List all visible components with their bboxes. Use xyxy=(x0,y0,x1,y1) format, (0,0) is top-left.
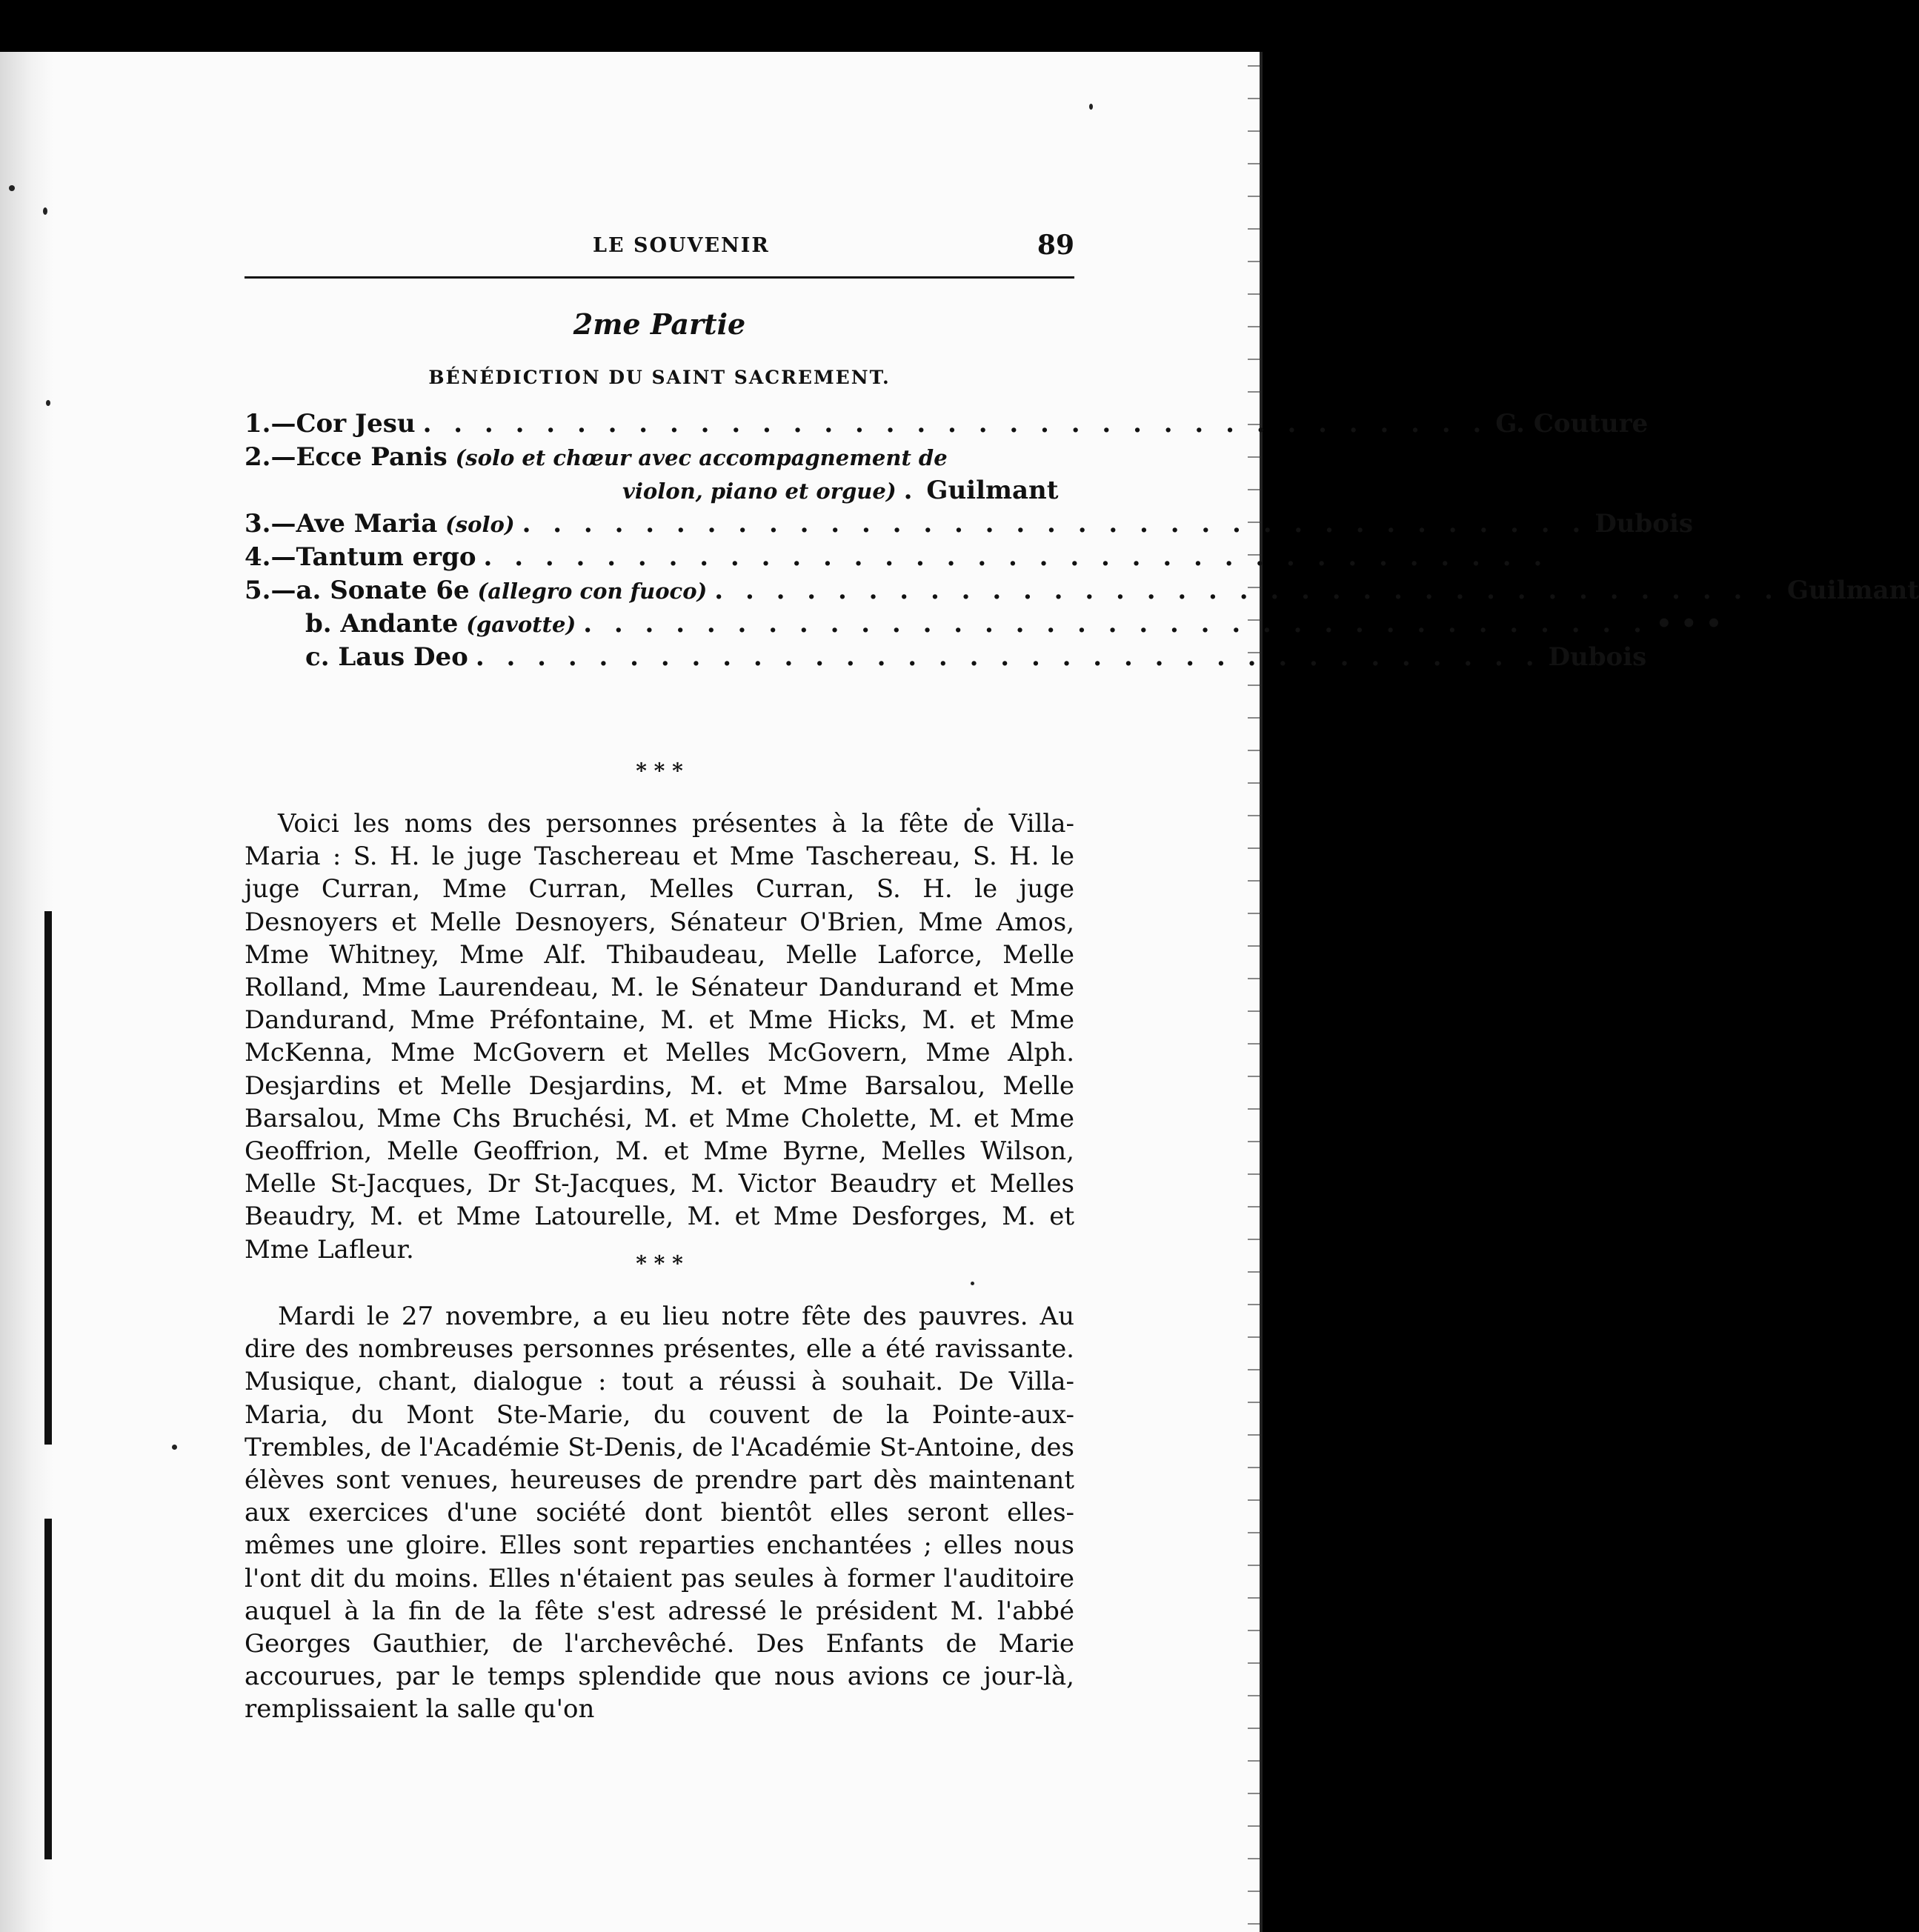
event-paragraph xyxy=(245,1300,1074,1726)
section-separator: * * * xyxy=(636,1251,683,1276)
program-title: —a. Sonate 6e xyxy=(270,576,470,605)
right-page-edge xyxy=(1248,52,1260,1932)
scan-speck xyxy=(9,185,15,191)
program-item xyxy=(245,574,1919,607)
program-composer: Dubois xyxy=(1548,642,1647,672)
scan-speck xyxy=(43,207,47,215)
program-number: 5. xyxy=(245,576,271,605)
program-detail: (allegro con fuoco) xyxy=(477,579,708,604)
paragraph-text: Voici les noms des personnes présentes à la fête de Villa-Maria : S. H. le juge Taschereau et Mme Taschereau, S. H. le juge Curran, Mme Curran, Melles Curran, S. H. le juge Desnoyers et Melle Desnoyers, Sénateur O'Brien, Mme Amos, Mme Whitney, Mme Alf. Thibaudeau, Melle Laforce, Melle Rolland, Mme Laurendeau, M. le Sénateur Dandurand et Mme Dandurand, Mme Préfontaine, M. et Mme Hicks, M. et Mme McKenna, Mme McGovern et Melles McGovern, Mme Alph. Desjardins et Melle Desjardins, M. et Mme Barsalou, Melle Barsalou, Mme Chs Bruchési, M. et Mme Cholette, M. et Mme Geoffrion, Melle Geoffrion, M. et Mme Byrne, Melles Wilson, Melle St-Jacques, Dr St-Jacques, M. Victor Beaudry et Melles Beaudry, M. et Mme Latourelle, M. et Mme Desforges, M. et Mme Lafleur. xyxy=(245,809,1074,1265)
running-title: LE SOUVENIR xyxy=(593,234,770,257)
scan-speck xyxy=(1089,104,1093,110)
program-number: 1. xyxy=(245,409,271,439)
program-detail: violon, piano et orgue) xyxy=(622,479,897,504)
program-title: —Cor Jesu xyxy=(270,409,416,439)
page-number: 89 xyxy=(1037,230,1074,261)
dot-leader: . . . . . . . . . . . . . . . . . . . . . . . . . . . . . . . . . . . xyxy=(483,542,1549,572)
program-title: c. Laus Deo xyxy=(305,642,468,672)
header-rule xyxy=(245,276,1074,279)
section-title: BÉNÉDICTION DU SAINT SACREMENT. xyxy=(428,367,891,388)
section-separator: * * * xyxy=(636,759,683,783)
scan-speck xyxy=(971,1282,974,1285)
program-item xyxy=(245,641,1647,674)
program-number: 4. xyxy=(245,542,271,572)
book-page xyxy=(0,52,1919,1932)
program-title: —Tantum ergo xyxy=(270,542,476,572)
dot-leader: . xyxy=(903,476,919,505)
page-header xyxy=(245,230,1074,267)
program-item-continuation xyxy=(245,474,1074,507)
program-detail: (solo) xyxy=(445,512,515,537)
program-detail: (gavotte) xyxy=(466,612,576,637)
program-item xyxy=(245,541,1549,574)
program-composer: • • • xyxy=(1655,609,1722,639)
program-title: —Ecce Panis xyxy=(270,442,448,472)
program-item xyxy=(245,441,1074,474)
dot-leader: . . . . . . . . . . . . . . . . . . . . . . . . . . . . . . . . . . . xyxy=(422,409,1489,439)
dot-leader: . . . . . . . . . . . . . . . . . . . . . . . . . . . . . . . . . . . xyxy=(714,576,1780,605)
program-composer: Guilmant xyxy=(926,476,1059,505)
scan-speck xyxy=(46,400,50,406)
spine-shadow xyxy=(44,1519,52,1859)
program-item xyxy=(245,407,1649,441)
dot-leader: . . . . . . . . . . . . . . . . . . . . . . . . . . . . . . . . . . . xyxy=(475,642,1541,672)
program-list xyxy=(245,407,1919,674)
program-item xyxy=(245,507,1694,541)
program-title: —Ave Maria xyxy=(270,509,438,539)
program-title: b. Andante xyxy=(305,609,459,639)
program-composer: Dubois xyxy=(1594,509,1694,539)
scan-speck xyxy=(172,1445,177,1450)
dot-leader: . . . . . . . . . . . . . . . . . . . . . . . . . . . . . . . . . . . xyxy=(583,609,1649,639)
program-composer: Guilmant xyxy=(1787,576,1919,605)
dot-leader: . . . . . . . . . . . . . . . . . . . . . . . . . . . . . . . . . . . xyxy=(522,509,1588,539)
attendees-paragraph xyxy=(245,807,1074,1266)
paragraph-text: Mardi le 27 novembre, a eu lieu notre fête des pauvres. Au dire des nombreuses personnes présentes, elle a été ravissante. Musique, chant, dialogue : tout a réussi à souhait. De Villa-Maria, du Mont Ste-Marie, du couvent de la Pointe-aux-Trembles, de l'Académie St-Denis, de l'Académie St-Antoine, des élèves sont venues, heureuses de prendre part dès maintenant aux exercices d'une société dont bientôt elles seront elles-mêmes une gloire. Elles sont reparties enchantées ; elles nous l'ont dit du moins. Elles n'étaient pas seules à former l'auditoire auquel à la fin de la fête s'est adressé le président M. l'abbé Georges Gauthier, de l'archevêché. Des Enfants de Marie accourues, par le temps splendide que nous avions ce jour-là, remplissaient la salle qu'on xyxy=(245,1302,1074,1725)
program-number: 3. xyxy=(245,509,271,539)
part-title: 2me Partie xyxy=(573,307,746,341)
program-item xyxy=(245,607,1722,641)
program-composer: G. Couture xyxy=(1495,409,1649,439)
previous-page-edge xyxy=(0,52,53,1932)
spine-shadow xyxy=(44,911,52,1445)
program-number: 2. xyxy=(245,442,271,472)
program-detail: (solo et chœur avec accompagnement de xyxy=(455,445,948,470)
